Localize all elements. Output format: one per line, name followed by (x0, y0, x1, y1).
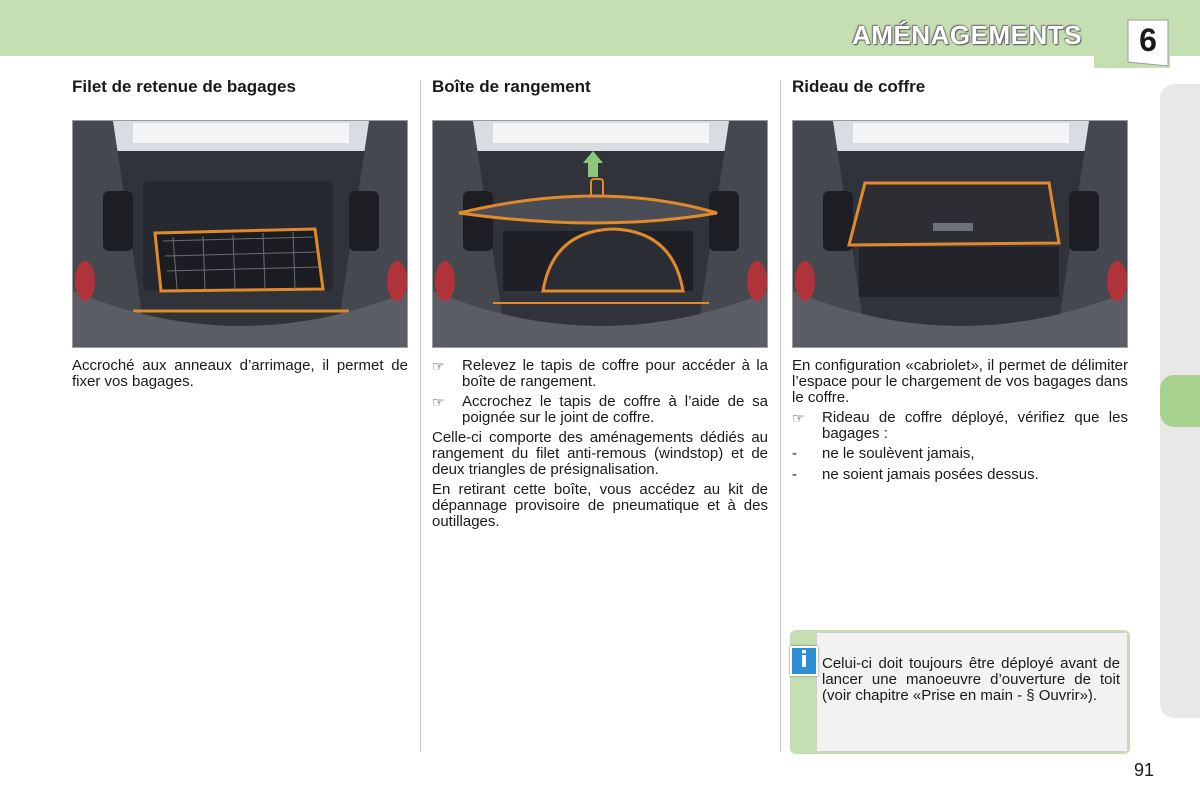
column-divider (420, 80, 421, 752)
list-item (792, 410, 1128, 442)
chapter-number: 6 (1139, 22, 1157, 58)
paragraph: Celle-ci comporte des aménagements dédiés au rangement du filet anti-remous (windstop) et de deux triangles de présignalisation. (432, 429, 768, 478)
paragraph: En configuration «cabriolet», il permet de délimiter l’espace pour le chargement de vos bagages dans le coffre. (792, 357, 1128, 406)
column-divider (780, 80, 781, 752)
dash-marker: - (792, 445, 797, 462)
page-number: 91 (1134, 760, 1155, 780)
pointing-hand-icon: ☞ (432, 358, 445, 374)
section-title-trunk-curtain: Rideau de coffre (792, 77, 926, 96)
paragraph: Accroché aux anneaux d’arrimage, il permet de fixer vos bagages. (72, 357, 408, 390)
dash-list-item (792, 467, 1128, 483)
list-item-text: Rideau de coffre déployé, vérifiez que les bagages : (822, 409, 1128, 442)
list-item-text: Relevez le tapis de coffre pour accéder à la boîte de rangement. (462, 357, 768, 390)
trunk-curtain-photo (792, 120, 1128, 348)
chapter-title: AMÉNAGEMENTS (852, 20, 1082, 50)
storage-box-photo (432, 120, 768, 348)
list-item-text: Accrochez le tapis de coffre à l’aide de sa poignée sur le joint de coffre. (462, 393, 768, 426)
dash-item-text: ne soient jamais posées dessus. (822, 466, 1039, 483)
section-title-luggage-net: Filet de retenue de bagages (72, 77, 296, 96)
trunk-curtain-description (792, 358, 1128, 488)
info-icon: i (790, 646, 818, 676)
pointing-hand-icon: ☞ (792, 410, 805, 426)
dash-item-text: ne le soulèvent jamais, (822, 445, 975, 462)
section-title-storage-box: Boîte de rangement (432, 77, 591, 96)
dash-list-item (792, 446, 1128, 462)
pointing-hand-icon: ☞ (432, 394, 445, 410)
dash-marker: - (792, 466, 797, 483)
side-chapter-tab-active[interactable] (1160, 375, 1200, 427)
info-box (790, 630, 1130, 754)
luggage-net-description (72, 358, 408, 394)
list-item (432, 358, 768, 390)
info-box-text: Celui-ci doit toujours être déployé avant de lancer une manoeuvre d’ouverture de toit (voir chapitre «Prise en main - § Ouvrir»). (822, 655, 1120, 704)
luggage-net-photo (72, 120, 408, 348)
list-item (432, 394, 768, 426)
paragraph: En retirant cette boîte, vous accédez au kit de dépannage provisoire de pneumatique et à des outillages. (432, 481, 768, 530)
storage-box-description (432, 358, 768, 534)
